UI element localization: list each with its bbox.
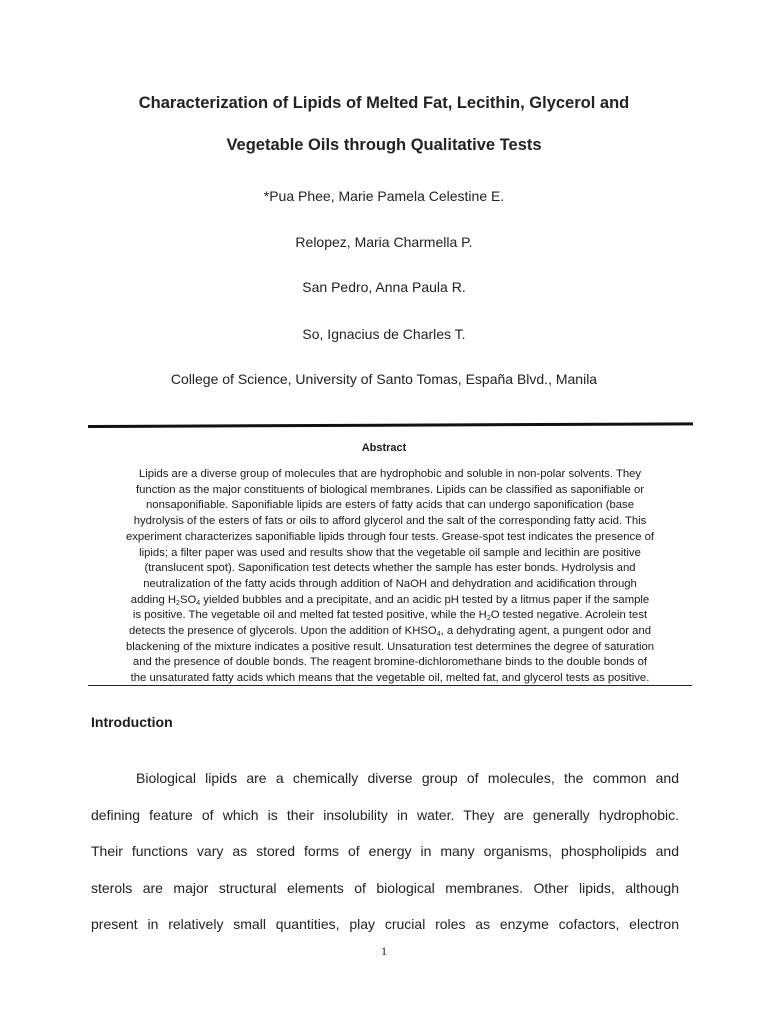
abstract-line: the unsaturated fatty acids which means that the vegetable oil, melted fat, and glycerol tests as positive. xyxy=(130,672,650,685)
paper-title-line-2: Vegetable Oils through Qualitative Tests xyxy=(226,136,542,154)
subscript: 2 xyxy=(486,615,491,623)
abstract-line xyxy=(88,624,692,640)
abstract-text: detects the presence of glycerols. Upon the addition of KHSO xyxy=(128,625,437,638)
author-4: So, Ignacius de Charles T. xyxy=(302,326,466,342)
abstract-line: experiment characterizes saponifiable lipids through four tests. Grease-spot test indicates the presence of xyxy=(125,530,655,543)
paper-title-line-1: Characterization of Lipids of Melted Fat, Lecithin, Glycerol and xyxy=(138,94,630,112)
abstract-line: function as the major constituents of biological membranes. Lipids can be classified as saponifiable or xyxy=(135,483,644,496)
paragraph-line: present in relatively small quantities, play crucial roles as enzyme cofactors, electron xyxy=(91,916,679,932)
author-2: Relopez, Maria Charmella P. xyxy=(295,234,473,250)
abstract-text: O tested negative. Acrolein test xyxy=(490,609,648,622)
abstract-text: adding H xyxy=(130,593,177,606)
author-3: San Pedro, Anna Paula R. xyxy=(302,279,466,295)
abstract-text: SO xyxy=(179,593,197,606)
abstract-body xyxy=(88,467,692,687)
page-number: 1 xyxy=(381,944,387,958)
abstract-top-rule xyxy=(88,422,693,428)
abstract-line: hydrolysis of the esters of fats or oils to afford glycerol and the salt of the corresponding fatty acid. This xyxy=(133,515,647,528)
abstract-line: neutralization of the fatty acids through addition of NaOH and dehydration and acidification through xyxy=(143,577,637,590)
affiliation: College of Science, University of Santo Tomas, España Blvd., Manila xyxy=(170,371,598,387)
abstract-heading: Abstract xyxy=(361,442,407,454)
abstract-line: nonsaponifiable. Saponifiable lipids are esters of fatty acids that can undergo saponification (base xyxy=(146,499,634,512)
abstract-line: lipids; a filter paper was used and results show that the vegetable oil sample and lecithin are positive xyxy=(139,546,641,559)
introduction-paragraph xyxy=(91,760,679,943)
abstract-line: and the presence of double bonds. The reagent bromine-dichloromethane binds to the double bonds of xyxy=(132,656,648,669)
subscript: 4 xyxy=(196,599,201,607)
abstract-text: , a dehydrating agent, a pungent odor and xyxy=(440,625,652,638)
paragraph-line: sterols are major structural elements of biological membranes. Other lipids, although xyxy=(91,879,679,896)
paragraph-line: Their functions vary as stored forms of energy in many organisms, phospholipids and xyxy=(91,843,679,859)
introduction-heading: Introduction xyxy=(91,714,173,730)
abstract-text: yielded bubbles and a precipitate, and an acidic pH tested by a litmus paper if the sample xyxy=(200,593,650,606)
abstract-line: blackening of the mixture indicates a positive result. Unsaturation test determines the degree of saturation xyxy=(125,640,655,653)
subscript: 4 xyxy=(436,631,441,639)
author-1: *Pua Phee, Marie Pamela Celestine E. xyxy=(263,188,505,204)
subscript: 2 xyxy=(176,599,180,607)
abstract-line: Lipids are a diverse group of molecules that are hydrophobic and soluble in non-polar solvents. They xyxy=(138,468,642,480)
paragraph-line: defining feature of which is their insolubility in water. They are generally hydrophobic. xyxy=(91,806,679,823)
abstract-line xyxy=(88,593,692,609)
abstract-bottom-rule xyxy=(88,685,692,686)
abstract-line xyxy=(88,608,692,624)
abstract-text: is positive. The vegetable oil and melted fat tested positive, while the H xyxy=(132,609,487,622)
paragraph-line: Biological lipids are a chemically diverse group of molecules, the common and xyxy=(136,770,679,786)
abstract-line: (translucent spot). Saponification test detects whether the sample has ester bonds. Hydrolysis and xyxy=(144,562,636,575)
